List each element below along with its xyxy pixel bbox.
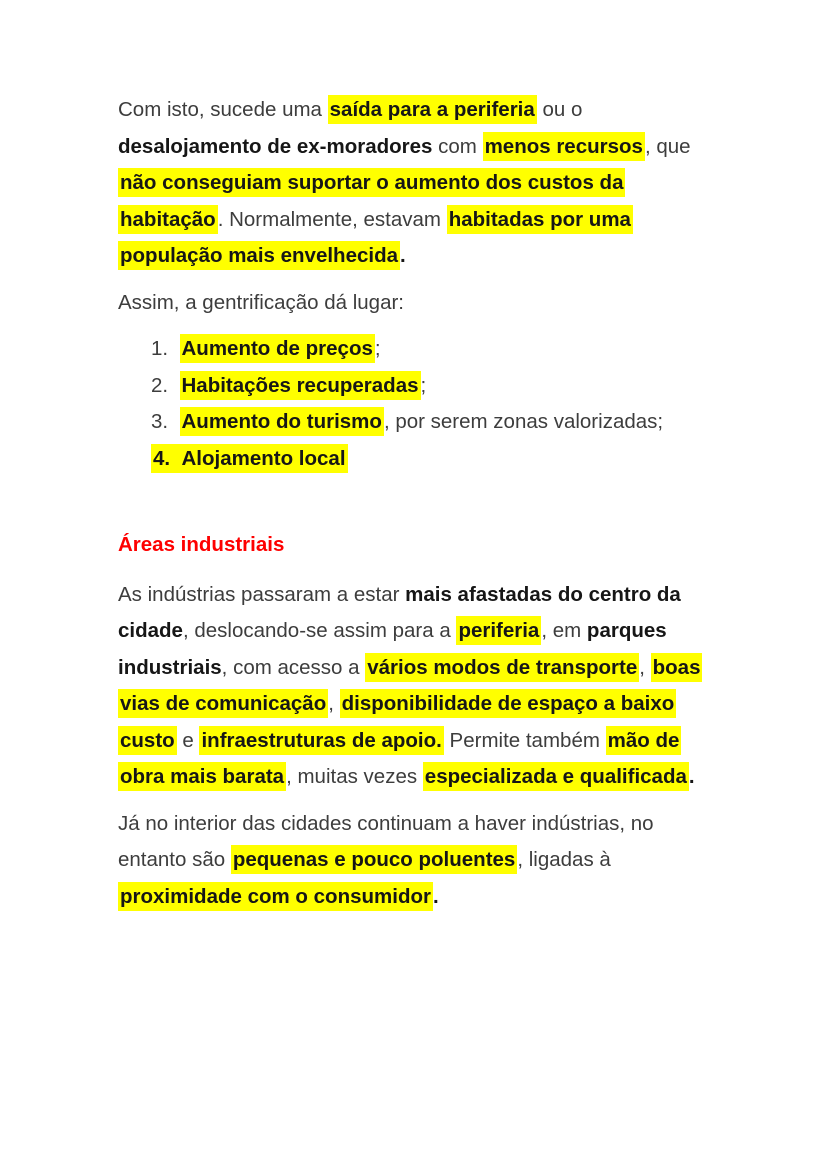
highlighted-text-run: saída para a periferia — [328, 95, 537, 124]
highlighted-text-run: população mais envelhecida — [118, 241, 400, 270]
highlighted-text-run: boas — [651, 653, 703, 682]
text-run: , por serem zonas valorizadas; — [383, 410, 664, 433]
highlighted-text-run: Aumento de preços — [180, 334, 375, 363]
text-line — [118, 686, 738, 723]
text-run: , muitas vezes — [286, 765, 423, 788]
gentrification-effects-list — [118, 331, 738, 477]
text-run: As indústrias passaram a estar — [118, 582, 406, 606]
text-run: , — [639, 655, 651, 679]
highlighted-text-run: pequenas e pouco poluentes — [231, 845, 518, 874]
text-run: desalojamento de ex-moradores — [118, 134, 433, 158]
text-run: com — [432, 134, 483, 158]
text-run: entanto são — [118, 848, 231, 871]
text-line — [118, 613, 738, 650]
text-run: parques — [586, 619, 667, 642]
highlighted-text-run: custo — [118, 726, 177, 755]
highlighted-text-run: habitadas por uma — [447, 205, 633, 234]
text-run: , em — [541, 619, 587, 642]
highlighted-text-run: vias de comunicação — [118, 689, 328, 718]
text-run: ; — [374, 337, 381, 360]
text-line — [118, 759, 738, 796]
text-line — [118, 806, 738, 843]
paragraph-gentrification-intro — [118, 285, 738, 322]
paragraph-city-industries — [118, 806, 738, 916]
highlighted-text-run: Habitações recuperadas — [180, 371, 421, 400]
text-run: e — [176, 728, 200, 752]
text-line — [118, 723, 738, 760]
text-line — [118, 879, 738, 916]
text-line — [118, 577, 738, 614]
text-run: 1. — [151, 337, 180, 360]
text-line — [118, 238, 738, 275]
text-run: ; — [420, 373, 427, 397]
text-line — [118, 650, 738, 687]
text-run: , deslocando-se assim para a — [182, 619, 457, 642]
highlighted-text-run: disponibilidade de espaço a baixo — [340, 689, 677, 718]
text-run: , que — [644, 134, 691, 158]
heading-areas-industriais: Áreas industriais — [118, 533, 285, 556]
highlighted-text-run: vários modos de transporte — [365, 653, 639, 682]
document-content — [118, 92, 738, 925]
list-item — [118, 441, 738, 478]
text-line — [118, 285, 738, 322]
text-run: , ligadas à — [517, 848, 611, 871]
text-line — [118, 165, 738, 202]
paragraph-displacement — [118, 92, 738, 275]
highlighted-text-run: habitação — [118, 205, 218, 234]
highlighted-text-run: mão de — [606, 726, 682, 755]
text-run: . — [432, 884, 439, 908]
list-item — [118, 404, 738, 441]
text-run: Assim, a gentrificação dá lugar: — [118, 290, 404, 314]
text-run: . — [688, 765, 695, 788]
text-run: Já no interior das cidades continuam a haver indústrias, no — [118, 811, 654, 835]
text-line — [118, 842, 738, 879]
paragraph-industrial-relocation — [118, 577, 738, 796]
highlighted-text-run: especializada e qualificada — [423, 762, 689, 791]
text-run: 2. — [151, 373, 180, 397]
highlighted-text-run: 4. Alojamento local — [151, 444, 348, 473]
text-run: , — [328, 692, 340, 715]
text-run: mais afastadas do centro da — [405, 582, 681, 606]
highlighted-text-run: proximidade com o consumidor — [118, 882, 433, 911]
text-line — [118, 202, 738, 239]
text-line — [118, 129, 738, 166]
text-run: . — [400, 244, 406, 267]
text-run: 3. — [151, 410, 180, 433]
highlighted-text-run: não conseguiam suportar o aumento dos custos da — [118, 168, 625, 197]
text-run: , com acesso a — [221, 655, 366, 679]
highlighted-text-run: Aumento do turismo — [180, 407, 384, 436]
list-item — [118, 331, 738, 368]
text-run: industriais — [118, 655, 222, 679]
highlighted-text-run: periferia — [456, 616, 541, 645]
highlighted-text-run: obra mais barata — [118, 762, 286, 791]
highlighted-text-run: menos recursos — [483, 132, 645, 161]
text-run: Permite também — [443, 728, 606, 752]
list-item — [118, 368, 738, 405]
text-run: . Normalmente, estavam — [217, 207, 447, 231]
text-run: ou o — [536, 98, 583, 121]
highlighted-text-run: infraestruturas de apoio. — [199, 726, 443, 755]
text-run: Com isto, sucede uma — [118, 98, 328, 121]
text-line — [118, 92, 738, 129]
text-run: cidade — [118, 619, 183, 642]
